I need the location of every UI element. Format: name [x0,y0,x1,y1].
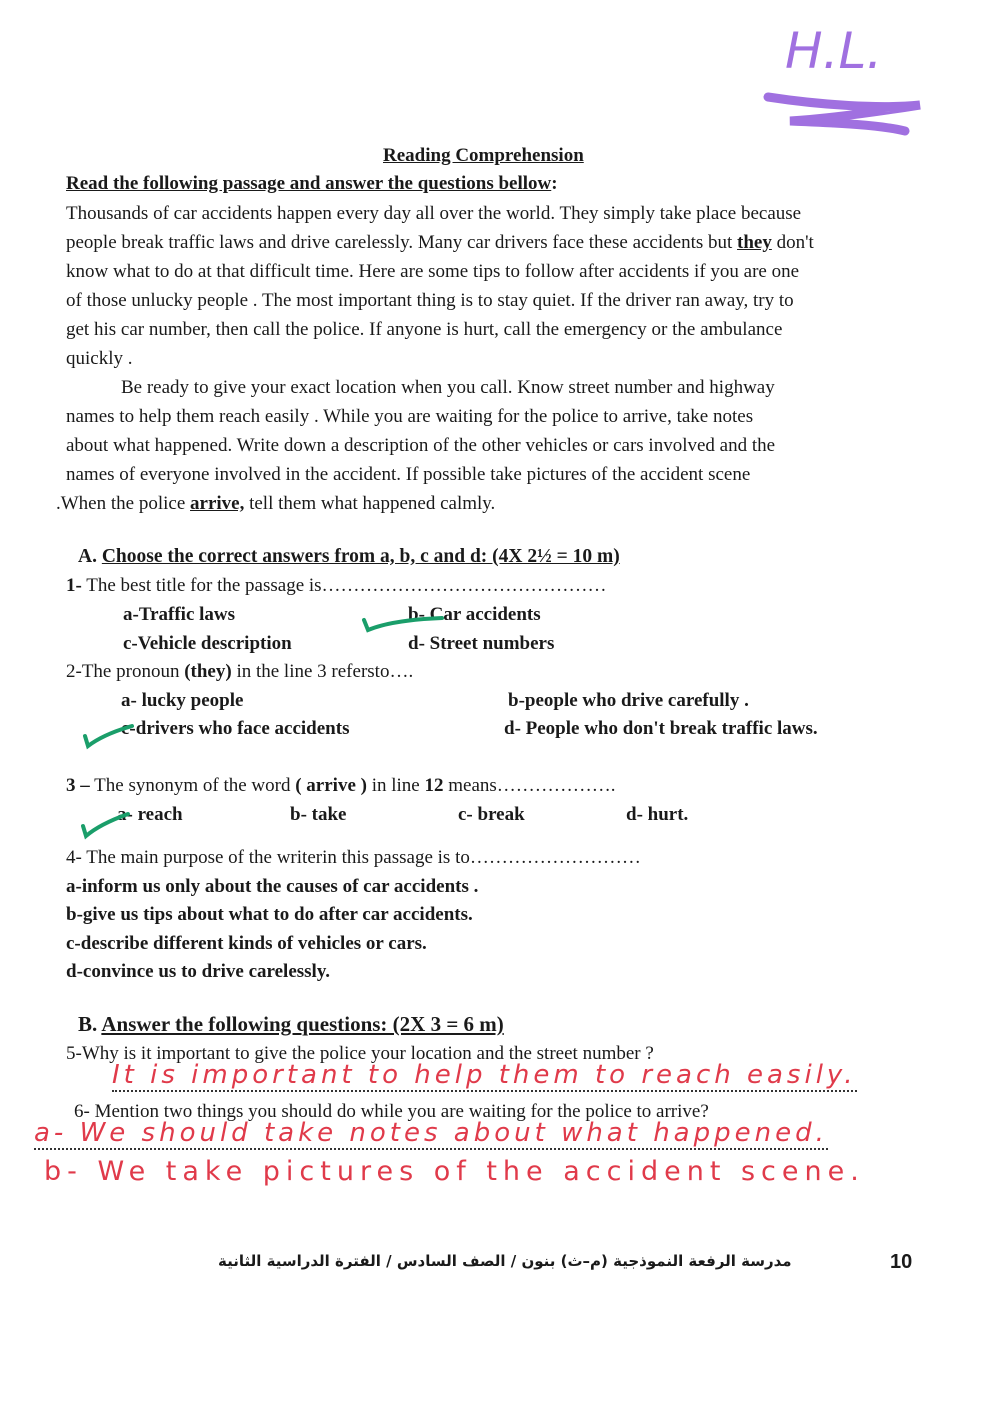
q5-answer-line[interactable] [112,1060,857,1090]
q1-option-b[interactable]: b- Car accidents [408,604,541,625]
section-b-heading: B. Answer the following questions: (2X 3 = 6 m) [78,1012,504,1036]
section-a-heading: A. Choose the correct answers from a, b, c and d: (4X 2½ = 10 m) [78,546,620,567]
question-6: 6- Mention two things you should do while you are waiting for the police to arrive? [74,1101,709,1122]
q3-option-a[interactable]: a- reach [117,804,183,825]
q1-option-a[interactable]: a-Traffic laws [123,604,236,625]
page-title: Reading Comprehension [383,145,584,166]
initials-underline-scribble [760,85,930,145]
q2-option-c[interactable]: c-drivers who face accidents [121,718,350,739]
q3-option-b[interactable]: b- take [290,804,347,825]
teacher-initials: H.L. [785,22,883,80]
passage-line: names of everyone involved in the accident. If possible take pictures of the accident scene [66,464,751,485]
checkmark-icon [362,610,452,635]
q2-option-a[interactable]: a- lucky people [121,690,244,711]
footer-school-text: مدرسة الرفعة النموذجية (م–ث) بنون / الصف السادس / الفترة الدراسية الثانية [218,1252,792,1270]
passage-line: Thousands of car accidents happen every day all over the world. They simply take place because [66,203,802,224]
q6-answer-b: b- We take pictures of the accident scene. [44,1156,865,1187]
passage-line: .When the police arrive, tell them what happened calmly. [56,493,496,514]
q2-option-b[interactable]: b-people who drive carefully . [508,690,749,711]
passage-line: quickly . [66,348,133,369]
passage-line: people break traffic laws and drive carelessly. Many car drivers face these accidents but they don't [66,232,814,253]
q5-answer: It is important to help them to reach easily. [112,1060,857,1090]
passage-line: get his car number, then call the police. If anyone is hurt, call the emergency or the ambulance [66,319,783,340]
q1-option-c[interactable]: c-Vehicle description [123,633,292,654]
passage-line: of those unlucky people . The most important thing is to stay quiet. If the driver ran away, try to [66,290,794,311]
q3-option-c[interactable]: c- break [458,804,525,825]
q4-option-c[interactable]: c-describe different kinds of vehicles or cars. [66,933,427,954]
q4-option-b[interactable]: b-give us tips about what to do after car accidents. [66,904,473,925]
page-number: 10 [890,1251,913,1273]
q4-option-a[interactable]: a-inform us only about the causes of car accidents . [66,876,479,897]
question-5: 5-Why is it important to give the police your location and the street number ? [66,1043,654,1064]
question-2: 2-The pronoun (they) in the line 3 refersto…. [66,661,414,682]
q4-option-d[interactable]: d-convince us to drive carelessly. [66,961,331,982]
passage [56,199,936,518]
question-3: 3 – The synonym of the word ( arrive ) in line 12 means………………. [66,775,616,796]
question-1: 1- The best title for the passage is……………………………………… [66,575,607,596]
q6-answer-a: a- We should take notes about what happened. [34,1118,828,1148]
passage-line: about what happened. Write down a description of the other vehicles or cars involved and the [66,435,776,456]
question-4: 4- The main purpose of the writerin this passage is to……………………… [66,847,641,868]
checkmark-icon [82,720,142,750]
q1-option-d[interactable]: d- Street numbers [408,633,555,654]
instruction: Read the following passage and answer the questions bellow: [66,173,558,194]
passage-line: names to help them reach easily . While you are waiting for the police to arrive, take notes [66,406,754,427]
q6-answer-line-a[interactable] [34,1118,828,1148]
checkmark-icon [80,808,140,838]
passage-line: know what to do at that difficult time. Here are some tips to follow after accidents if you are one [66,261,800,282]
passage-line: Be ready to give your exact location when you call. Know street number and highway [121,377,775,398]
q2-option-d[interactable]: d- People who don't break traffic laws. [504,718,818,739]
q3-option-d[interactable]: d- hurt. [626,804,689,825]
q6-answer-line-b[interactable] [44,1156,865,1187]
